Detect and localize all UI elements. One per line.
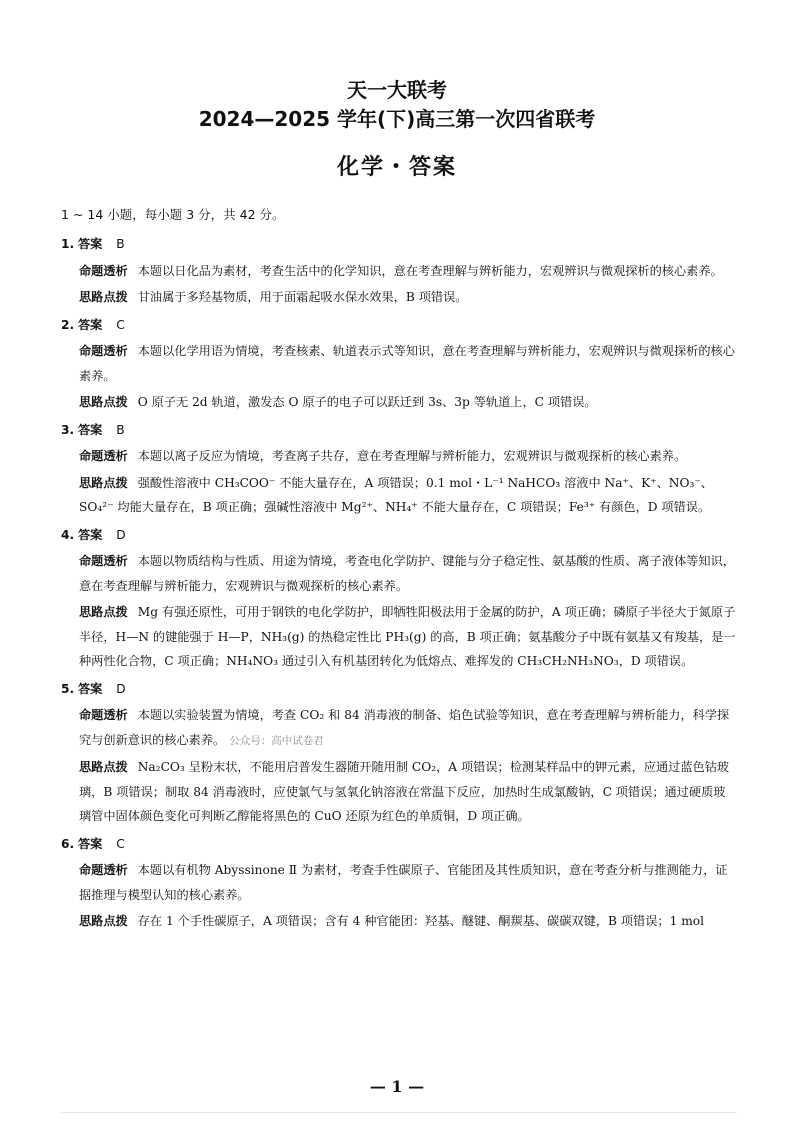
answer-label: 答案 (78, 422, 103, 437)
answer-choice: C (116, 836, 125, 851)
analysis-label: 命题透析 (79, 554, 128, 568)
hint-text: Mg 有强还原性，可用于钢铁的电化学防护，即牺牲阳极法用于金属的防护，A 项正确；磷原子半径大于氮原子半径，H—N 的键能强于 H—P，NH₃(g) 的热稳定性比 PH₃(g) 的高，B 项正确；氨基酸分子中既有氨基又有羧基，是一种两性化合物，C 项正确；NH₄NO₃ 通过引入有机基团转化为低熔点、难挥发的 CH₃CH₂NH₃NO₃，D 项错误。 (79, 605, 736, 668)
item-number: 5. (61, 681, 75, 696)
answer-label: 答案 (78, 237, 103, 251)
answer-choice: C (116, 317, 125, 332)
hint-label: 思路点拨 (79, 475, 128, 490)
analysis-label: 命题透析 (79, 263, 128, 278)
hint-text: 存在 1 个手性碳原子，A 项错误；含有 4 种官能团：羟基、醚键、酮羰基、碳碳双键，B 项错误；1 mol (137, 914, 704, 928)
section-intro: 1 ~ 14 小题，每小题 3 分，共 42 分。 (61, 207, 285, 222)
analysis-label: 命题透析 (79, 863, 128, 877)
answer-item-5 (61, 677, 737, 829)
header-subject: 化学・答案 (336, 155, 457, 180)
item-number: 4. (61, 527, 75, 542)
analysis-text: 本题以日化品为素材，考查生活中的化学知识，意在考查理解与辨析能力，宏观辨识与微观探析的核心素养。 (137, 263, 723, 278)
analysis-label: 命题透析 (79, 708, 128, 722)
answer-item-2 (61, 313, 737, 415)
hint-block (61, 390, 737, 415)
hint-text: Na₂CO₃ 呈粉末状，不能用启普发生器随开随用制 CO₂，A 项错误；检测某样品中的钾元素，应通过蓝色钴玻璃，B 项错误；制取 84 消毒液时，应使氯气与氢氧化钠溶液在常温下反应，加热时生成氯酸钠，C 项错误；通过硬质玻璃管中固体颜色变化可判断乙醇能将黑色的 CuO 还原为红色的单质铜，D 项正确。 (79, 760, 730, 823)
hint-block (61, 755, 737, 829)
item-number: 1. (61, 237, 75, 251)
hint-text: 强酸性溶液中 CH₃COO⁻ 不能大量存在，A 项错误；0.1 mol・L⁻¹ NaHCO₃ 溶液中 Na⁺、K⁺、NO₃⁻、SO₄²⁻ 均能大量存在，B 项正确；强碱性溶液中 Mg²⁺、NH₄⁺ 不能大量存在，C 项错误；Fe³⁺ 有颜色，D 项错误。 (79, 475, 713, 514)
hint-block (61, 471, 737, 520)
hint-label: 思路点拨 (79, 760, 128, 774)
answer-choice: D (116, 681, 126, 696)
hint-block (61, 600, 737, 674)
answer-label: 答案 (78, 317, 103, 332)
answer-line (61, 232, 737, 257)
analysis-text: 本题以有机物 Abyssinone Ⅱ 为素材，考查手性碳原子、官能团及其性质知识，意在考查分析与推测能力，证据推理与模型认知的核心素养。 (79, 863, 728, 902)
answer-line (61, 832, 737, 857)
hint-label: 思路点拨 (79, 395, 128, 409)
hint-block (61, 909, 737, 934)
answer-list (61, 232, 737, 937)
answer-label: 答案 (78, 681, 103, 696)
header-exam-title: 2024—2025 学年(下)高三第一次四省联考 (198, 107, 596, 131)
answer-label: 答案 (78, 527, 103, 542)
analysis-block (61, 444, 737, 469)
page-number: — 1 — (369, 1077, 425, 1096)
watermark-text: 公众号：高中试卷君 (229, 734, 324, 747)
answer-label: 答案 (78, 836, 103, 851)
analysis-text: 本题以离子反应为情境，考查离子共存，意在考查理解与辨析能力，宏观辨识与微观探析的核心素养。 (137, 449, 687, 463)
hint-text: O 原子无 2d 轨道，激发态 O 原子的电子可以跃迁到 3s、3p 等轨道上，C 项错误。 (137, 395, 597, 409)
item-number: 3. (61, 422, 75, 437)
answer-item-4 (61, 523, 737, 674)
hint-block (61, 285, 737, 310)
answer-line (61, 313, 737, 338)
analysis-label: 命题透析 (79, 344, 128, 358)
analysis-text: 本题以化学用语为情境，考查核素、轨道表示式等知识，意在考查理解与辨析能力，宏观辨识与微观探析的核心素养。 (79, 344, 735, 383)
analysis-block (61, 259, 737, 284)
analysis-block (61, 549, 737, 598)
analysis-block (61, 703, 737, 753)
answer-item-3 (61, 418, 737, 520)
analysis-label: 命题透析 (79, 449, 128, 463)
hint-label: 思路点拨 (79, 605, 128, 619)
answer-choice: B (116, 422, 125, 437)
answer-line (61, 523, 737, 548)
hint-text: 甘油属于多羟基物质，用于面霜起吸水保水效果，B 项错误。 (137, 290, 468, 304)
item-number: 2. (61, 317, 75, 332)
analysis-text: 本题以实验装置为情境，考查 CO₂ 和 84 消毒液的制备、焰色试验等知识，意在考查理解与辨析能力，科学探究与创新意识的核心素养。 (79, 708, 730, 747)
header-organizer: 天一大联考 (347, 78, 447, 102)
answer-item-6 (61, 832, 737, 934)
answer-item-1 (61, 232, 737, 310)
answer-line (61, 677, 737, 702)
analysis-block (61, 339, 737, 388)
analysis-block (61, 858, 737, 907)
hint-label: 思路点拨 (79, 290, 128, 304)
answer-choice: D (116, 527, 126, 542)
answer-line (61, 418, 737, 443)
item-number: 6. (61, 836, 75, 851)
answer-choice: B (116, 237, 125, 251)
hint-label: 思路点拨 (79, 914, 128, 928)
footer-divider (61, 1112, 737, 1113)
analysis-text: 本题以物质结构与性质、用途为情境，考查电化学防护、键能与分子稳定性、氨基酸的性质、离子液体等知识，意在考查理解与辨析能力，宏观辨识与微观探析的核心素养。 (79, 554, 735, 593)
